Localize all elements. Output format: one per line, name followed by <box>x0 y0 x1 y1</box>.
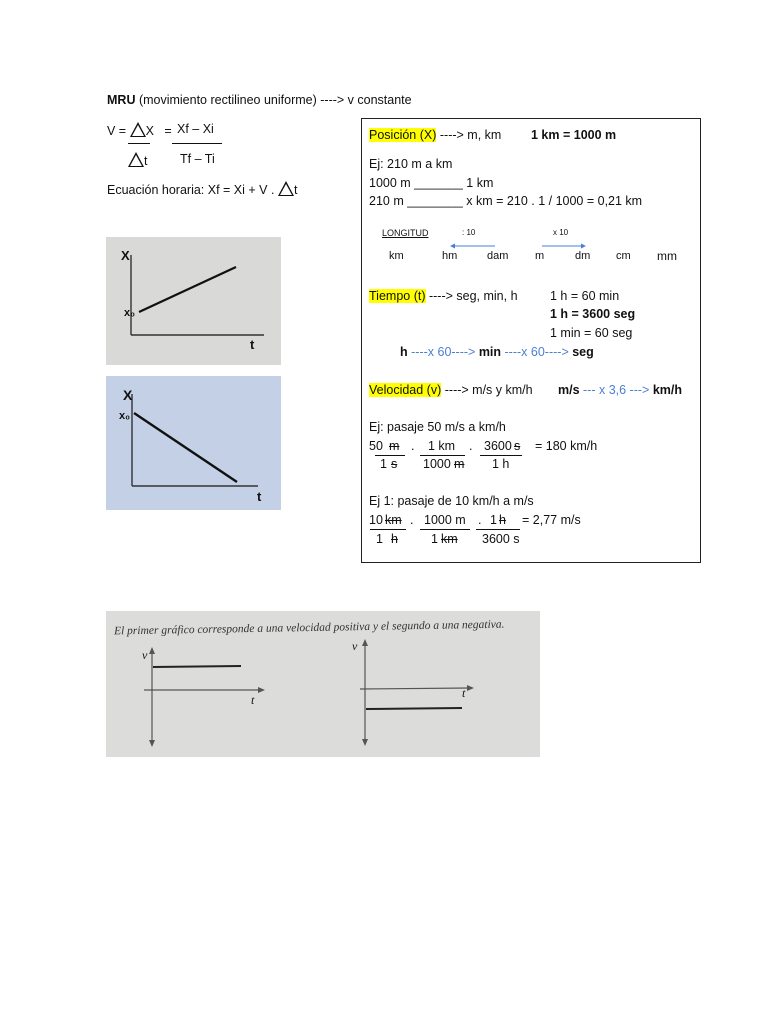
scale-arrows <box>450 241 590 251</box>
time-line: Tiempo (t) ----> seg, min, h <box>369 289 518 303</box>
position-time-graph-positive <box>106 237 281 365</box>
time-equivalence: 1 min = 60 seg <box>550 326 633 340</box>
divide-label: : 10 <box>462 228 476 237</box>
longitud-label: LONGITUD <box>382 228 429 238</box>
unit-dm: dm <box>575 250 591 262</box>
example-1-line: 1000 m _______ 1 km <box>369 176 494 190</box>
unit-km: km <box>389 250 404 262</box>
example-2-title: Ej: pasaje 50 m/s a km/h <box>369 420 506 434</box>
delta-icon <box>278 181 294 196</box>
unit-hm: hm <box>442 250 458 262</box>
example-1-line: 210 m ________ x km = 210 . 1 / 1000 = 0,21 km <box>369 194 643 208</box>
hourly-equation: Ecuación horaria: Xf = Xi + V . t <box>107 183 298 197</box>
fraction-line <box>172 143 222 144</box>
formula-denominator-dt: t <box>128 152 147 168</box>
position-line: Posición (X) ----> m, km <box>369 128 502 142</box>
unit-m: m <box>535 250 545 262</box>
velocity-conversion: m/s --- x 3,6 ---> km/h <box>558 383 682 397</box>
formula-denominator: Tf – Ti <box>180 152 215 166</box>
example-3-title: Ej 1: pasaje de 10 km/h a m/s <box>369 494 534 508</box>
velocity-formula: V = X = <box>107 124 172 138</box>
time-equivalence: 1 h = 60 min <box>550 289 620 303</box>
example-1-title: Ej: 210 m a km <box>369 157 453 171</box>
velocity-graphs-photo: El primer gráfico corresponde a una velocidad positiva y el segundo a una negativa. v t v t <box>106 611 540 757</box>
fraction-line <box>128 143 150 144</box>
km-equivalence: 1 km = 1000 m <box>531 128 617 142</box>
graph-photo-positive: X x₀ t <box>106 237 281 365</box>
velocity-line: Velocidad (v) ----> m/s y km/h <box>369 383 533 397</box>
unit-cm: cm <box>616 250 631 262</box>
formula-numerator: Xf – Xi <box>177 122 214 136</box>
delta-icon <box>130 122 146 137</box>
unit-dam: dam <box>487 250 509 262</box>
page-title: MRU (movimiento rectilineo uniforme) ----> v constante <box>107 93 412 107</box>
unit-mm: mm <box>657 249 677 263</box>
delta-icon <box>128 152 144 167</box>
time-conversion-chain: h ----x 60----> min ----x 60----> seg <box>400 345 594 359</box>
multiply-label: x 10 <box>553 228 569 237</box>
photo-caption: El primer gráfico corresponde a una velocidad positiva y el segundo a una negativa. <box>113 618 505 638</box>
time-equivalence: 1 h = 3600 seg <box>550 307 636 321</box>
graph-photo-negative: X x₀ t <box>106 376 281 510</box>
